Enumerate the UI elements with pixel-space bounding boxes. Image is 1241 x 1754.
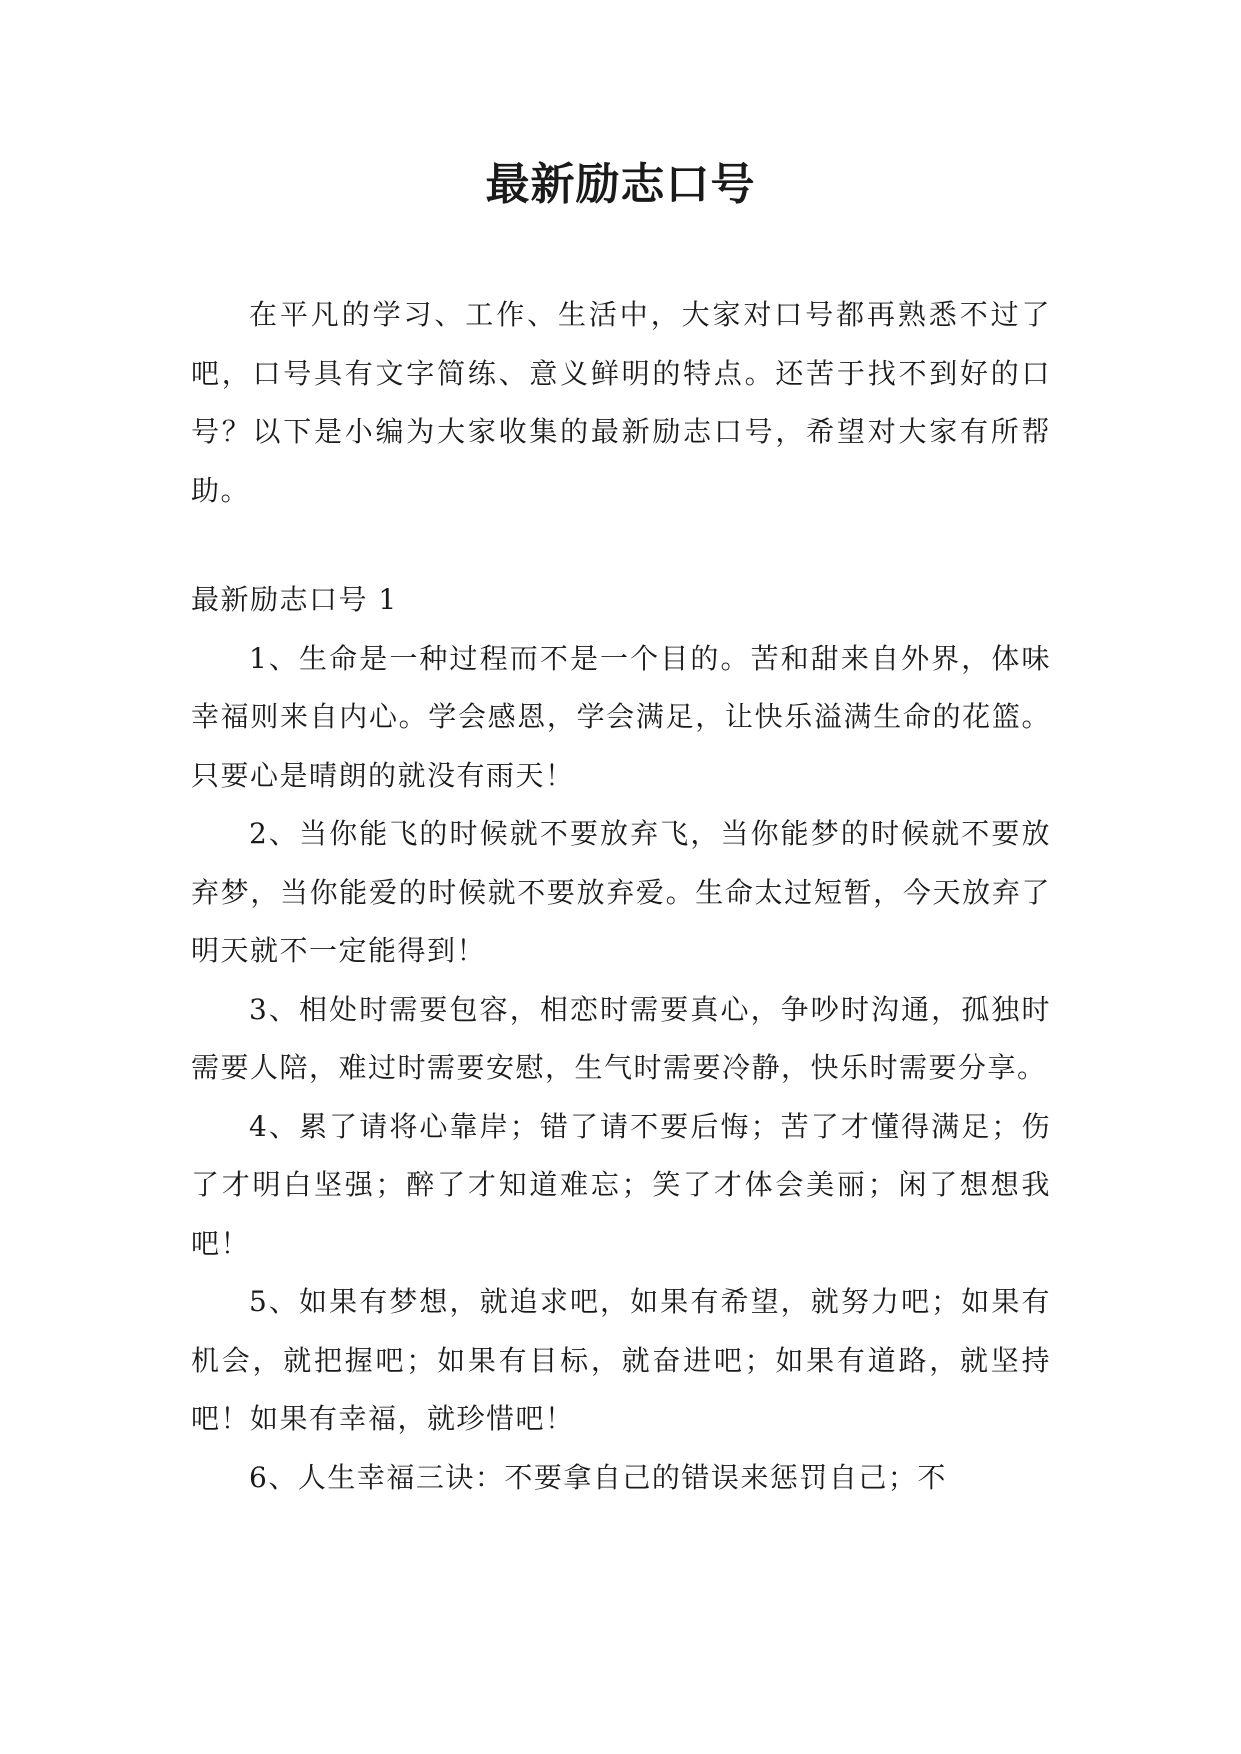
section-heading: 最新励志口号 1 — [191, 583, 398, 616]
list-item: 1、生命是一种过程而不是一个目的。苦和甜来自外界，体味幸福则来自内心。学会感恩，学会满足，让快乐溢满生命的花篮。只要心是晴朗的就没有雨天！ — [191, 641, 1051, 792]
list-item: 4、累了请将心靠岸；错了请不要后悔；苦了才懂得满足；伤了才明白坚强；醉了才知道难忘；笑了才体会美丽；闲了想想我吧！ — [191, 1109, 1051, 1260]
list-item: 3、相处时需要包容，相恋时需要真心，争吵时沟通，孤独时需要人陪，难过时需要安慰，生气时需要冷静，快乐时需要分享。 — [191, 992, 1051, 1084]
intro-paragraph: 在平凡的学习、工作、生活中，大家对口号都再熟悉不过了吧，口号具有文字简练、意义鲜明的特点。还苦于找不到好的口号？以下是小编为大家收集的最新励志口号，希望对大家有所帮助。 — [191, 298, 1051, 507]
list-item: 5、如果有梦想，就追求吧，如果有希望，就努力吧；如果有机会，就把握吧；如果有目标，就奋进吧；如果有道路，就坚持吧！如果有幸福，就珍惜吧！ — [191, 1285, 1051, 1435]
document-title: 最新励志口号 — [485, 159, 756, 210]
list-item: 2、当你能飞的时候就不要放弃飞，当你能梦的时候就不要放弃梦，当你能爱的时候就不要放弃爱。生命太过短暂，今天放弃了明天就不一定能得到！ — [191, 817, 1051, 967]
document-body — [191, 286, 1051, 1507]
list-item: 6、人生幸福三诀：不要拿自己的错误来惩罚自己；不 — [249, 1460, 947, 1494]
